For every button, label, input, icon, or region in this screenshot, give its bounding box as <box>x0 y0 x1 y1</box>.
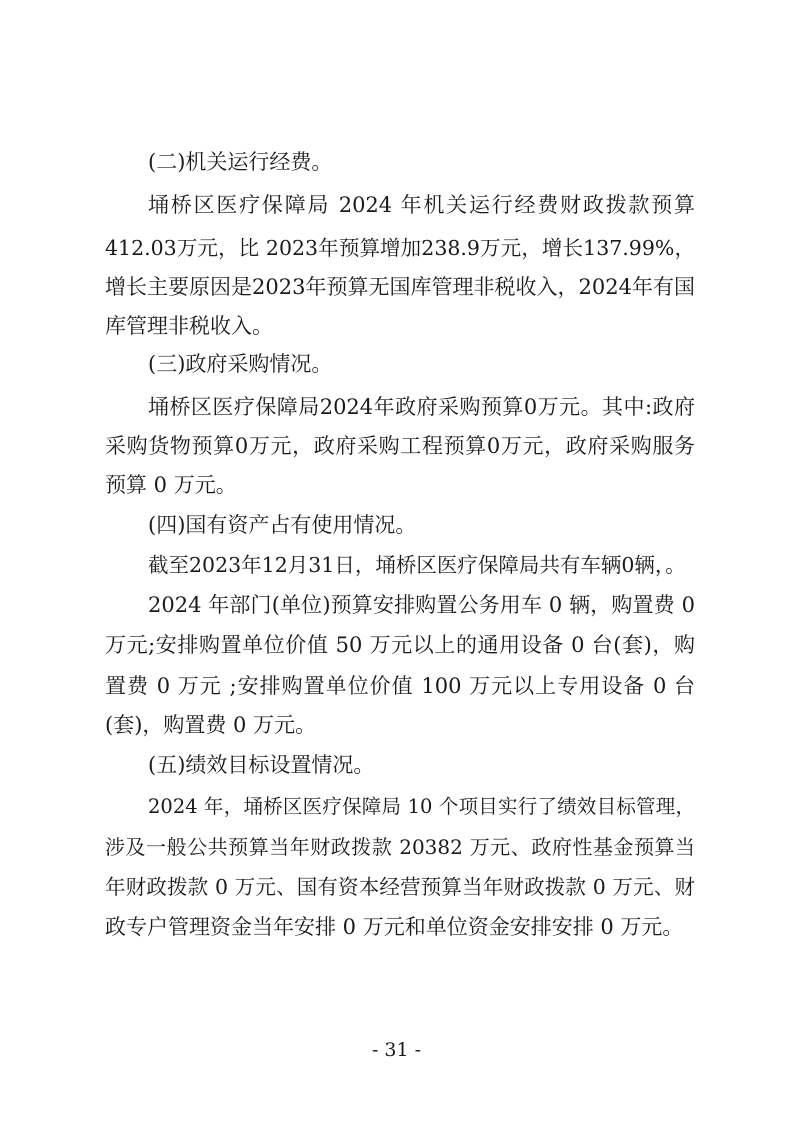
paragraph-line: 埇桥区医疗保障局 2024 年机关运行经费财政拨款预算 <box>148 193 695 217</box>
paragraph-line: 库管理非税收入。 <box>105 314 273 338</box>
section-heading-operating-expenses: (二)机关运行经费。 <box>148 150 333 174</box>
page-number: - 31 - <box>371 1039 422 1061</box>
paragraph-line: 2024 年部门(单位)预算安排购置公务用车 0 辆，购置费 0 <box>148 593 695 617</box>
section-heading-state-assets: (四)国有资产占有使用情况。 <box>148 513 417 537</box>
paragraph-line: 政专户管理资金当年安排 0 万元和单位资金安排安排 0 万元。 <box>105 915 684 939</box>
paragraph-line: 涉及一般公共预算当年财政拨款 20382 万元、政府性基金预算当 <box>105 835 695 859</box>
paragraph-line: (套)，购置费 0 万元。 <box>105 713 317 737</box>
paragraph-line: 置费 0 万元 ;安排购置单位价值 100 万元以上专用设备 0 台 <box>105 674 695 698</box>
paragraph-line: 412.03万元，比 2023年预算增加238.9万元，增长137.99%， <box>105 236 695 260</box>
paragraph-line: 万元;安排购置单位价值 50 万元以上的通用设备 0 台(套)，购 <box>105 633 695 657</box>
paragraph-line: 增长主要原因是2023年预算无国库管理非税收入，2024年有国 <box>105 275 695 299</box>
section-heading-procurement: (三)政府采购情况。 <box>148 352 333 376</box>
paragraph-line: 预算 0 万元。 <box>105 473 237 497</box>
paragraph-line: 年财政拨款 0 万元、国有资本经营预算当年财政拨款 0 万元、财 <box>105 875 695 899</box>
section-heading-performance-goals: (五)绩效目标设置情况。 <box>148 753 375 777</box>
paragraph-line: 截至2023年12月31日，埇桥区医疗保障局共有车辆0辆，。 <box>148 553 686 577</box>
paragraph-line: 埇桥区医疗保障局2024年政府采购预算0万元。其中:政府 <box>148 395 695 419</box>
paragraph-line: 采购货物预算0万元，政府采购工程预算0万元，政府采购服务 <box>105 434 695 458</box>
paragraph-line: 2024 年，埇桥区医疗保障局 10 个项目实行了绩效目标管理， <box>148 795 695 818</box>
